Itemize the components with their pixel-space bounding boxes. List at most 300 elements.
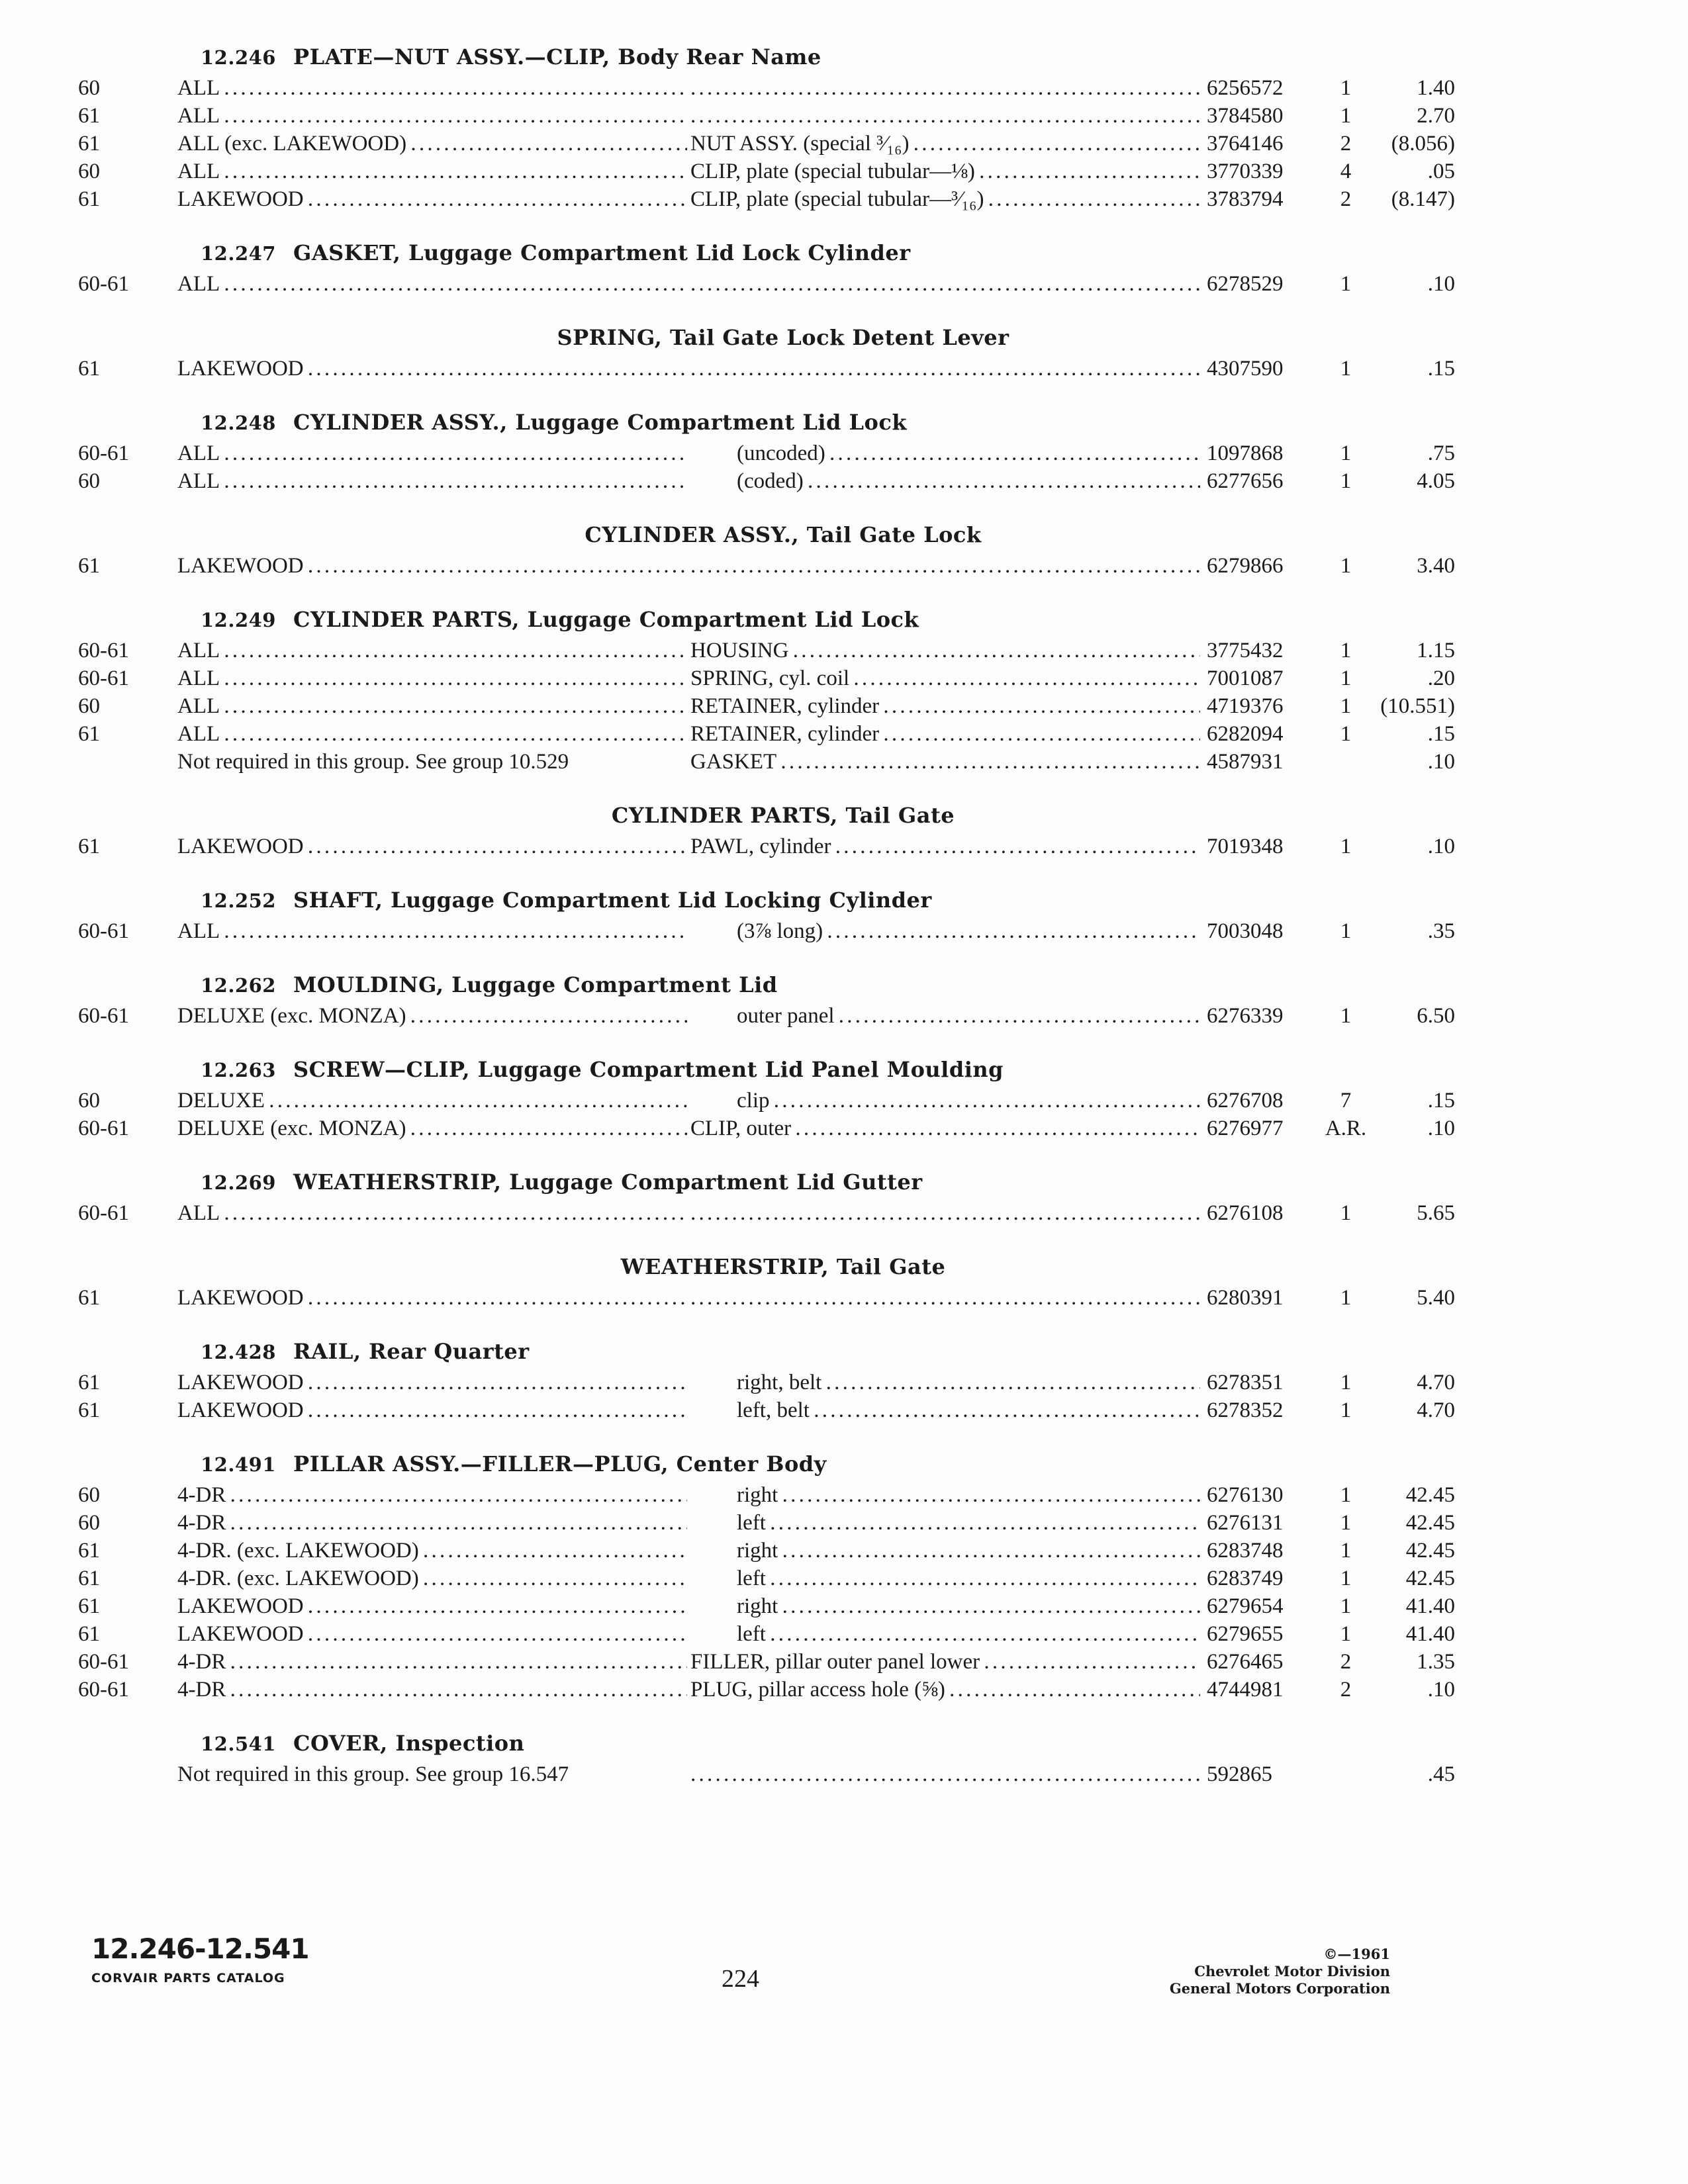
list-price: .10 — [1427, 1678, 1455, 1702]
part-row — [78, 637, 1455, 664]
model-applicability: LAKEWOOD . . . — [177, 1592, 687, 1620]
part-number: 6276977 — [1207, 1116, 1284, 1140]
part-description — [690, 270, 1200, 298]
part-row — [78, 1565, 1455, 1592]
list-price: 42.45 — [1405, 1511, 1455, 1535]
part-number: 6279866 — [1207, 554, 1284, 578]
copyright-year: ©—1961 — [1323, 1946, 1390, 1962]
list-price: .10 — [1427, 835, 1455, 858]
part-number: 6278351 — [1207, 1371, 1284, 1394]
part-row — [78, 1537, 1455, 1565]
part-description: clip . . . — [690, 1087, 1200, 1115]
quantity: 1 — [1340, 835, 1352, 858]
quantity: 1 — [1340, 1286, 1352, 1310]
group-heading — [78, 236, 1409, 270]
group-heading — [78, 968, 1409, 1002]
quantity: 1 — [1340, 639, 1352, 662]
model-applicability: ALL (exc. LAKEWOOD) . . . — [177, 130, 687, 158]
quantity: 4 — [1340, 159, 1352, 183]
group-range: 12.246-12.541 — [91, 1933, 309, 1965]
quantity: 1 — [1340, 554, 1352, 578]
part-description — [690, 355, 1200, 383]
quantity: 1 — [1340, 357, 1352, 381]
part-row — [78, 1592, 1455, 1620]
group-number: 12.247 — [201, 242, 276, 265]
model-year: 60-61 — [78, 1004, 129, 1028]
parts-group — [78, 602, 1455, 776]
quantity: 1 — [1340, 1567, 1352, 1590]
list-price: .35 — [1427, 919, 1455, 943]
part-number: 4744981 — [1207, 1678, 1284, 1702]
copyright-block — [1170, 1946, 1390, 1997]
group-heading — [78, 40, 1409, 74]
model-year: 60 — [78, 694, 100, 718]
catalog-name: CORVAIR PARTS CATALOG — [91, 1971, 285, 1985]
model-applicability: ALL . . . — [177, 74, 687, 102]
part-row — [78, 1620, 1455, 1648]
parts-group — [78, 1334, 1455, 1424]
part-number: 6278352 — [1207, 1398, 1284, 1422]
group-number: 12.541 — [201, 1733, 276, 1755]
model-year: 61 — [78, 1371, 100, 1394]
model-applicability: 4-DR . . . — [177, 1676, 687, 1704]
model-year: 60-61 — [78, 441, 129, 465]
part-number: 6282094 — [1207, 722, 1284, 746]
quantity: 2 — [1340, 1650, 1352, 1674]
model-applicability: LAKEWOOD . . . — [177, 1369, 687, 1396]
part-number: 4307590 — [1207, 357, 1284, 381]
list-price: 41.40 — [1405, 1622, 1455, 1646]
list-price: 42.45 — [1405, 1539, 1455, 1563]
group-subtitle: Luggage Compartment Lid Lock — [527, 607, 919, 632]
quantity: 2 — [1340, 187, 1352, 211]
group-title: PLATE—NUT ASSY.—CLIP, — [293, 44, 610, 69]
part-description: left . . . — [690, 1509, 1200, 1537]
quantity: 1 — [1340, 1004, 1352, 1028]
parts-group — [78, 1726, 1455, 1788]
parts-group — [78, 968, 1455, 1030]
part-row — [78, 467, 1455, 495]
parts-group — [78, 518, 1455, 580]
group-subtitle: Luggage Compartment Lid Lock Cylinder — [408, 240, 911, 265]
model-year: 60 — [78, 76, 100, 100]
model-year: 61 — [78, 1398, 100, 1422]
parts-group — [78, 40, 1455, 213]
part-description: PAWL, cylinder . . . — [690, 833, 1200, 860]
model-applicability: DELUXE . . . — [177, 1087, 687, 1115]
part-row — [78, 1648, 1455, 1676]
quantity: 1 — [1340, 1539, 1352, 1563]
parts-group — [78, 1165, 1455, 1227]
part-description: FILLER, pillar outer panel lower . . . — [690, 1648, 1200, 1676]
group-number: 12.491 — [201, 1453, 276, 1476]
part-description: left . . . — [690, 1565, 1200, 1592]
model-applicability: DELUXE (exc. MONZA) . . . — [177, 1002, 687, 1030]
model-year: 60-61 — [78, 272, 129, 296]
group-title: CYLINDER ASSY., — [585, 522, 800, 547]
part-row — [78, 1396, 1455, 1424]
part-number: 6283748 — [1207, 1539, 1284, 1563]
group-number: 12.249 — [201, 609, 276, 631]
part-number: 4719376 — [1207, 694, 1284, 718]
group-heading — [78, 518, 1409, 552]
model-year: 61 — [78, 104, 100, 128]
part-number: 592865 — [1207, 1762, 1272, 1786]
part-description: GASKET . . . — [690, 748, 1200, 776]
part-number: 3764146 — [1207, 132, 1284, 156]
list-price: .45 — [1427, 1762, 1455, 1786]
part-description: right . . . — [690, 1592, 1200, 1620]
group-subtitle: Inspection — [395, 1731, 525, 1756]
group-heading — [78, 1250, 1409, 1284]
part-number: 6277656 — [1207, 469, 1284, 493]
model-applicability: ALL . . . — [177, 664, 687, 692]
part-description: left . . . — [690, 1620, 1200, 1648]
list-price: .05 — [1427, 159, 1455, 183]
part-row — [78, 130, 1455, 158]
model-year: 60 — [78, 1089, 100, 1113]
part-description: SPRING, cyl. coil . . . — [690, 664, 1200, 692]
group-heading — [78, 1165, 1409, 1199]
group-heading — [78, 1052, 1409, 1087]
model-applicability: ALL . . . — [177, 692, 687, 720]
corporation-name: General Motors Corporation — [1169, 1980, 1390, 1997]
model-year: 61 — [78, 722, 100, 746]
list-price: 1.40 — [1417, 76, 1455, 100]
model-year: 60-61 — [78, 639, 129, 662]
model-applicability: ALL . . . — [177, 720, 687, 748]
model-applicability: LAKEWOOD . . . — [177, 355, 687, 383]
part-number: 6276131 — [1207, 1511, 1284, 1535]
model-year: 61 — [78, 835, 100, 858]
group-heading — [78, 1334, 1409, 1369]
list-price: 4.70 — [1417, 1398, 1455, 1422]
parts-group — [78, 1447, 1455, 1704]
part-row — [78, 185, 1455, 213]
group-title: SHAFT, — [293, 887, 383, 913]
model-applicability: ALL . . . — [177, 637, 687, 664]
group-subtitle: Body Rear Name — [618, 44, 821, 69]
part-number: 7001087 — [1207, 666, 1284, 690]
group-heading — [78, 1726, 1409, 1760]
model-applicability: LAKEWOOD . . . — [177, 1284, 687, 1312]
group-title: GASKET, — [293, 240, 401, 265]
group-number: 12.263 — [201, 1059, 276, 1081]
page-footer — [0, 1933, 1688, 2012]
quantity: 1 — [1340, 76, 1352, 100]
model-applicability: ALL . . . — [177, 1199, 687, 1227]
part-row — [78, 158, 1455, 185]
list-price: (8.056) — [1391, 132, 1455, 156]
model-applicability: ALL . . . — [177, 158, 687, 185]
part-row — [78, 1369, 1455, 1396]
part-description: (3⅞ long) . . . — [690, 917, 1200, 945]
part-row — [78, 748, 1455, 776]
model-year: 61 — [78, 1539, 100, 1563]
model-year: 60-61 — [78, 1116, 129, 1140]
group-title: CYLINDER ASSY., — [293, 410, 508, 435]
model-year: 60 — [78, 1511, 100, 1535]
parts-group — [78, 236, 1455, 298]
quantity: 1 — [1340, 1398, 1352, 1422]
model-year: 61 — [78, 132, 100, 156]
part-number: 6278529 — [1207, 272, 1284, 296]
group-title: COVER, — [293, 1731, 388, 1756]
part-number: 3775432 — [1207, 639, 1284, 662]
part-row — [78, 720, 1455, 748]
list-price: .75 — [1427, 441, 1455, 465]
model-applicability: 4-DR . . . — [177, 1648, 687, 1676]
list-price: .15 — [1427, 722, 1455, 746]
parts-group — [78, 320, 1455, 383]
model-applicability: ALL . . . — [177, 270, 687, 298]
group-number: 12.246 — [201, 46, 276, 69]
part-number: 6276130 — [1207, 1483, 1284, 1507]
model-applicability: LAKEWOOD . . . — [177, 552, 687, 580]
group-number: 12.252 — [201, 889, 276, 912]
model-year: 60 — [78, 469, 100, 493]
group-number: 12.248 — [201, 412, 276, 434]
group-heading — [78, 405, 1409, 439]
part-description: PLUG, pillar access hole (⅝) . . . — [690, 1676, 1200, 1704]
model-year: 60-61 — [78, 1201, 129, 1225]
part-number: 6283749 — [1207, 1567, 1284, 1590]
list-price: 4.70 — [1417, 1371, 1455, 1394]
list-price: .10 — [1427, 272, 1455, 296]
part-description — [690, 1760, 1200, 1788]
quantity: 1 — [1340, 1594, 1352, 1618]
model-applicability: ALL . . . — [177, 439, 687, 467]
group-title: CYLINDER PARTS, — [293, 607, 520, 632]
model-year: 60 — [78, 1483, 100, 1507]
quantity: 2 — [1340, 132, 1352, 156]
part-description — [690, 102, 1200, 130]
parts-group — [78, 798, 1455, 860]
part-number: 6276108 — [1207, 1201, 1284, 1225]
parts-group — [78, 1052, 1455, 1142]
group-number: 12.262 — [201, 974, 276, 997]
model-year: 61 — [78, 1567, 100, 1590]
list-price: 1.15 — [1417, 639, 1455, 662]
list-price: .15 — [1427, 357, 1455, 381]
quantity: 1 — [1340, 666, 1352, 690]
parts-group — [78, 405, 1455, 495]
part-number: 3784580 — [1207, 104, 1284, 128]
quantity: 1 — [1340, 694, 1352, 718]
group-heading — [78, 1447, 1409, 1481]
list-price: 2.70 — [1417, 104, 1455, 128]
page-number: 224 — [722, 1965, 759, 1993]
model-year: 61 — [78, 554, 100, 578]
model-applicability: Not required in this group. See group 10.529 — [177, 750, 569, 774]
list-price: 5.65 — [1417, 1201, 1455, 1225]
group-subtitle: Luggage Compartment Lid Gutter — [509, 1169, 923, 1195]
part-row — [78, 102, 1455, 130]
part-description — [690, 74, 1200, 102]
division-name: Chevrolet Motor Division — [1194, 1963, 1390, 1979]
model-year: 61 — [78, 1594, 100, 1618]
part-description: NUT ASSY. (special ³⁄₁₆) . . . — [690, 130, 1200, 158]
group-title: CYLINDER PARTS, — [611, 803, 838, 828]
part-description: CLIP, plate (special tubular—⅛) . . . — [690, 158, 1200, 185]
model-year: 61 — [78, 1622, 100, 1646]
part-row — [78, 270, 1455, 298]
group-title: SPRING, — [557, 325, 663, 350]
part-number: 6279655 — [1207, 1622, 1284, 1646]
part-description: HOUSING . . . — [690, 637, 1200, 664]
part-row — [78, 1509, 1455, 1537]
group-subtitle: Luggage Compartment Lid Panel Moulding — [477, 1057, 1004, 1082]
list-price: 6.50 — [1417, 1004, 1455, 1028]
model-year: 60-61 — [78, 666, 129, 690]
list-price: 4.05 — [1417, 469, 1455, 493]
model-applicability: LAKEWOOD . . . — [177, 185, 687, 213]
part-row — [78, 1199, 1455, 1227]
part-description: RETAINER, cylinder . . . — [690, 692, 1200, 720]
model-applicability: 4-DR . . . — [177, 1481, 687, 1509]
part-description: outer panel . . . — [690, 1002, 1200, 1030]
parts-group — [78, 883, 1455, 945]
quantity: 1 — [1340, 441, 1352, 465]
part-description: right . . . — [690, 1537, 1200, 1565]
list-price: 42.45 — [1405, 1567, 1455, 1590]
list-price: 41.40 — [1405, 1594, 1455, 1618]
part-number: 4587931 — [1207, 750, 1284, 774]
quantity: 1 — [1340, 469, 1352, 493]
quantity: 2 — [1340, 1678, 1352, 1702]
group-title: SCREW—CLIP, — [293, 1057, 471, 1082]
model-applicability: ALL . . . — [177, 102, 687, 130]
list-price: .10 — [1427, 1116, 1455, 1140]
group-subtitle: Tail Gate — [845, 803, 955, 828]
quantity: 7 — [1340, 1089, 1352, 1113]
list-price: 42.45 — [1405, 1483, 1455, 1507]
part-description: left, belt . . . — [690, 1396, 1200, 1424]
group-subtitle: Luggage Compartment Lid Lock — [515, 410, 908, 435]
part-description — [690, 552, 1200, 580]
quantity: 1 — [1340, 1371, 1352, 1394]
list-price: .20 — [1427, 666, 1455, 690]
part-number: 3770339 — [1207, 159, 1284, 183]
parts-group — [78, 1250, 1455, 1312]
group-number: 12.269 — [201, 1171, 276, 1194]
part-description: CLIP, outer . . . — [690, 1115, 1200, 1142]
model-applicability: LAKEWOOD . . . — [177, 1396, 687, 1424]
list-price: 1.35 — [1417, 1650, 1455, 1674]
model-applicability: DELUXE (exc. MONZA) . . . — [177, 1115, 687, 1142]
quantity: 1 — [1340, 1511, 1352, 1535]
part-number: 6276708 — [1207, 1089, 1284, 1113]
model-applicability: 4-DR. (exc. LAKEWOOD) . . . — [177, 1537, 687, 1565]
model-year: 60-61 — [78, 1678, 129, 1702]
quantity: 1 — [1340, 919, 1352, 943]
part-description — [690, 1284, 1200, 1312]
group-subtitle: Rear Quarter — [369, 1339, 530, 1364]
part-number: 1097868 — [1207, 441, 1284, 465]
group-subtitle: Tail Gate Lock Detent Lever — [669, 325, 1009, 350]
part-row — [78, 664, 1455, 692]
model-year: 60 — [78, 159, 100, 183]
group-subtitle: Luggage Compartment Lid Locking Cylinder — [390, 887, 932, 913]
part-number: 6276465 — [1207, 1650, 1284, 1674]
model-applicability: ALL . . . — [177, 917, 687, 945]
part-number: 6280391 — [1207, 1286, 1284, 1310]
list-price: 5.40 — [1417, 1286, 1455, 1310]
list-price: .10 — [1427, 750, 1455, 774]
part-row — [78, 917, 1455, 945]
model-applicability: LAKEWOOD . . . — [177, 1620, 687, 1648]
part-number: 6276339 — [1207, 1004, 1284, 1028]
part-description — [690, 1199, 1200, 1227]
group-title: WEATHERSTRIP, — [620, 1254, 829, 1279]
part-row — [78, 1115, 1455, 1142]
part-row — [78, 355, 1455, 383]
model-year: 60-61 — [78, 919, 129, 943]
group-heading — [78, 320, 1409, 355]
part-description: right, belt . . . — [690, 1369, 1200, 1396]
model-year: 61 — [78, 187, 100, 211]
group-heading — [78, 798, 1409, 833]
part-number: 7003048 — [1207, 919, 1284, 943]
quantity: 1 — [1340, 1201, 1352, 1225]
model-applicability: ALL . . . — [177, 467, 687, 495]
part-number: 6279654 — [1207, 1594, 1284, 1618]
quantity: A.R. — [1325, 1116, 1367, 1140]
group-heading — [78, 883, 1409, 917]
group-subtitle: Tail Gate — [836, 1254, 946, 1279]
part-row — [78, 1481, 1455, 1509]
part-description: (coded) . . . — [690, 467, 1200, 495]
model-applicability: 4-DR. (exc. LAKEWOOD) . . . — [177, 1565, 687, 1592]
part-row — [78, 1676, 1455, 1704]
list-price: (8.147) — [1391, 187, 1455, 211]
part-row — [78, 439, 1455, 467]
list-price: .15 — [1427, 1089, 1455, 1113]
part-number: 3783794 — [1207, 187, 1284, 211]
group-subtitle: Center Body — [676, 1451, 827, 1477]
part-description: (uncoded) . . . — [690, 439, 1200, 467]
model-applicability: LAKEWOOD . . . — [177, 833, 687, 860]
part-row — [78, 1760, 1455, 1788]
part-row — [78, 1002, 1455, 1030]
part-description: right . . . — [690, 1481, 1200, 1509]
list-price: 3.40 — [1417, 554, 1455, 578]
quantity: 1 — [1340, 1483, 1352, 1507]
group-subtitle: Tail Gate Lock — [806, 522, 982, 547]
group-heading — [78, 602, 1409, 637]
list-price: (10.551) — [1380, 694, 1455, 718]
quantity: 1 — [1340, 104, 1352, 128]
part-row — [78, 1284, 1455, 1312]
part-row — [78, 1087, 1455, 1115]
group-number: 12.428 — [201, 1341, 276, 1363]
model-year: 61 — [78, 357, 100, 381]
quantity: 1 — [1340, 722, 1352, 746]
part-row — [78, 833, 1455, 860]
quantity: 1 — [1340, 1622, 1352, 1646]
quantity: 1 — [1340, 272, 1352, 296]
part-row — [78, 74, 1455, 102]
part-description: RETAINER, cylinder . . . — [690, 720, 1200, 748]
model-applicability: 4-DR . . . — [177, 1509, 687, 1537]
group-title: PILLAR ASSY.—FILLER—PLUG, — [293, 1451, 669, 1477]
group-title: WEATHERSTRIP, — [293, 1169, 502, 1195]
part-number: 7019348 — [1207, 835, 1284, 858]
part-row — [78, 692, 1455, 720]
group-title: RAIL, — [293, 1339, 361, 1364]
model-year: 60-61 — [78, 1650, 129, 1674]
part-number: 6256572 — [1207, 76, 1284, 100]
